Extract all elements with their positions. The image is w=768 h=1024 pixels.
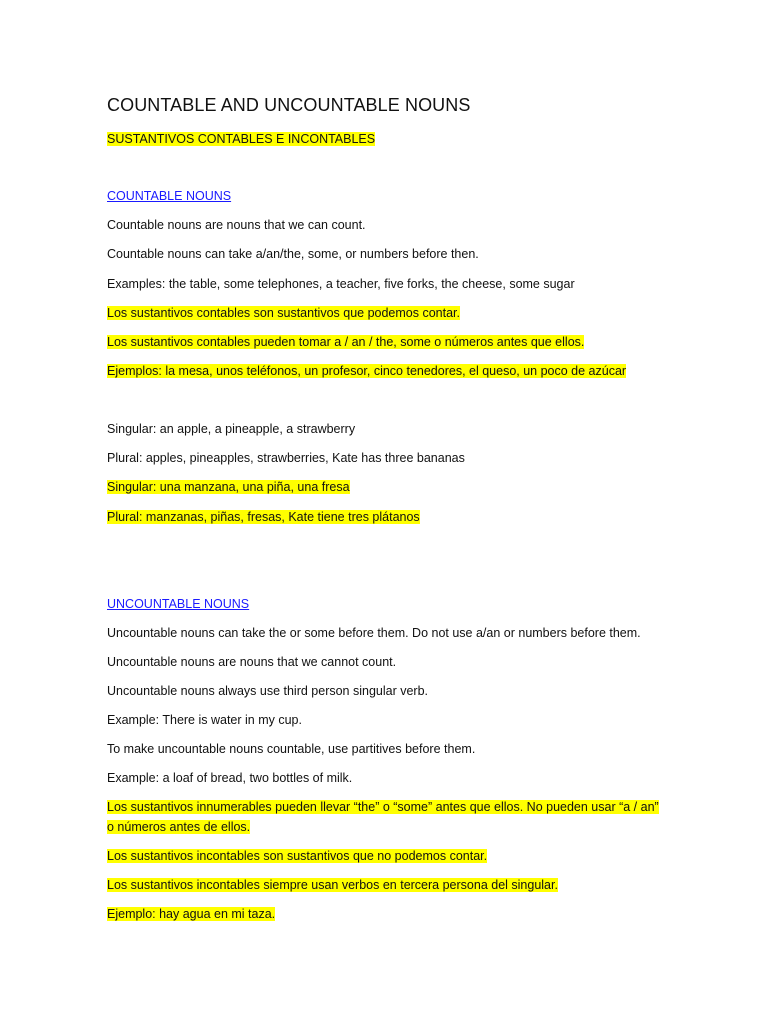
subtitle (107, 131, 375, 147)
uncountable-es-line (107, 848, 487, 864)
singular-es-text: Singular: una manzana, una piña, una fresa (107, 480, 350, 494)
countable-en-line: Countable nouns are nouns that we can count. (107, 218, 366, 232)
countable-es-line (107, 334, 584, 350)
uncountable-es-line (107, 877, 558, 893)
uncountable-en-line: Uncountable nouns always use third person singular verb. (107, 684, 429, 698)
countable-es-line (107, 363, 626, 379)
uncountable-heading[interactable] (107, 596, 249, 612)
uncountable-es-line (107, 797, 667, 837)
countable-heading[interactable] (107, 188, 231, 204)
countable-es-text: Ejemplos: la mesa, unos teléfonos, un profesor, cinco tenedores, el queso, un poco de azúcar (107, 364, 627, 378)
uncountable-en-line: Example: a loaf of bread, two bottles of milk. (107, 771, 353, 785)
countable-heading-link[interactable]: COUNTABLE NOUNS (107, 189, 232, 203)
uncountable-es-text: Los sustantivos incontables siempre usan verbos en tercera persona del singular. (107, 878, 558, 892)
subtitle-text: SUSTANTIVOS CONTABLES E INCONTABLES (107, 132, 376, 146)
uncountable-en-line: Uncountable nouns can take the or some before them. Do not use a/an or numbers before them. (107, 626, 641, 640)
countable-es-text: Los sustantivos contables pueden tomar a / an / the, some o números antes que ellos. (107, 335, 585, 349)
plural-es-line (107, 509, 420, 525)
uncountable-es-text: Los sustantivos innumerables pueden llevar “the” o “some” antes que ellos. No pueden usar “a / an” o números antes de ellos. (107, 800, 659, 834)
uncountable-es-text: Los sustantivos incontables son sustantivos que no podemos contar. (107, 849, 488, 863)
countable-es-line (107, 305, 460, 321)
uncountable-en-line: Example: There is water in my cup. (107, 713, 302, 727)
plural-es-text: Plural: manzanas, piñas, fresas, Kate tiene tres plátanos (107, 510, 420, 524)
countable-en-line: Examples: the table, some telephones, a teacher, five forks, the cheese, some sugar (107, 277, 575, 291)
uncountable-heading-link[interactable]: UNCOUNTABLE NOUNS (107, 597, 250, 611)
uncountable-en-line: To make uncountable nouns countable, use partitives before them. (107, 742, 476, 756)
plural-en-line: Plural: apples, pineapples, strawberries, Kate has three bananas (107, 451, 465, 465)
uncountable-es-text: Ejemplo: hay agua en mi taza. (107, 907, 276, 921)
singular-es-line (107, 479, 350, 495)
countable-es-text: Los sustantivos contables son sustantivos que podemos contar. (107, 306, 460, 320)
singular-en-line: Singular: an apple, a pineapple, a strawberry (107, 422, 356, 436)
uncountable-en-line: Uncountable nouns are nouns that we cannot count. (107, 655, 397, 669)
countable-en-line: Countable nouns can take a/an/the, some, or numbers before then. (107, 247, 479, 261)
page-title: COUNTABLE AND UNCOUNTABLE NOUNS (107, 95, 471, 115)
uncountable-es-line (107, 906, 275, 922)
